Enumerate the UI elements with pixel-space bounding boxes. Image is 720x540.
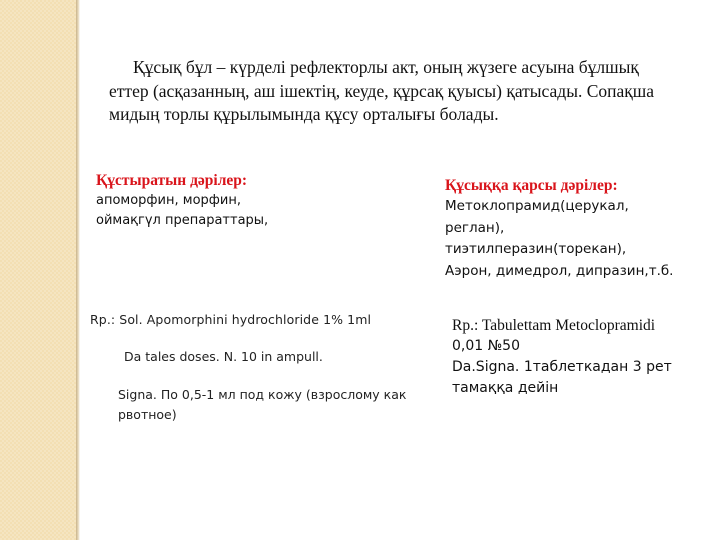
side-band-shadow [76,0,80,540]
antiemetics-line: реглан), [445,219,505,236]
metoclopramide-prescription [452,315,712,399]
prescription-dose-line: 0,01 №50 [452,338,520,354]
prescription-signa-line-cont: тамаққа дейін [452,380,559,396]
intro-paragraph: Құсық бұл – күрделі рефлекторлы акт, оның жүзеге асуына бұлшық еттер (асқазанның, аш ішектің, кеуде, құрсақ қуысы) қатысады. Сопақша мидың торлы құрылымында құсу орталығы болады. [109,57,655,124]
prescription-rp-line: Rp.: Sol. Apomorphini hydrochloride 1% 1ml [90,312,372,327]
emetics-section [96,171,336,230]
prescription-da-line: Da tales doses. N. 10 in ampull. [124,349,323,364]
antiemetics-heading: Құсыққа қарсы дәрілер: [445,177,618,194]
emetics-line: оймақгүл препараттары, [96,212,269,228]
antiemetics-line: Аэрон, димедрол, дипразин,т.б. [445,262,674,279]
decorative-side-band [0,0,76,540]
antiemetics-section [445,176,705,282]
antiemetics-line: Метоклопрамид(церукал, [445,198,629,214]
prescription-signa-line: Da.Signa. 1таблеткадан 3 рет [452,359,672,375]
emetics-heading: Құстыратын дәрілер: [96,172,248,189]
antiemetics-line: тиэтилперазин(торекан), [445,241,627,257]
prescription-signa-line: Signa. По 0,5-1 мл под кожу (взрослому как рвотное) [118,387,407,422]
antiemetics-list [445,196,705,282]
emetics-line: апоморфин, морфин, [96,193,241,208]
emetics-list [96,191,336,230]
prescription-rp-line: Rp.: Tabulettam Metoclopramidi [452,317,656,334]
